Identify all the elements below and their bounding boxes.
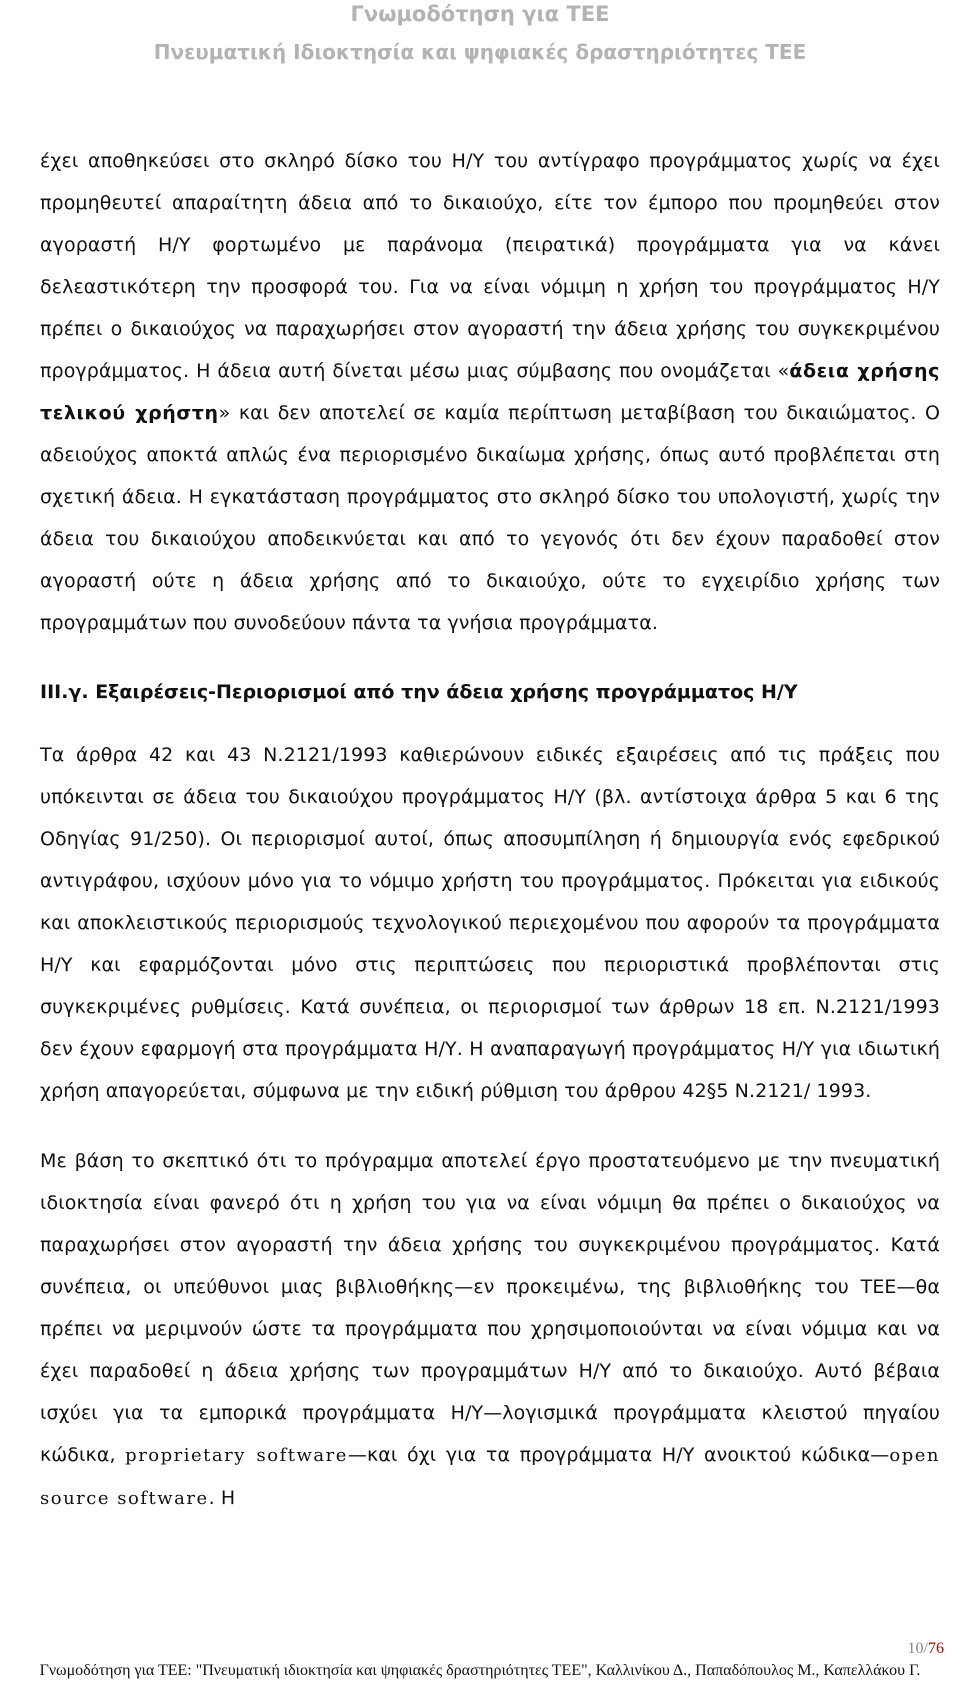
paragraph-text: Με βάση το σκεπτικό ότι το πρόγραμμα αποτελεί έργο προστατευόμενο με την πνευματική ιδιοκτησία είναι φανερό ότι η χρήση του για να είναι νόμιμη θα πρέπει ο δικαιούχος να παραχωρήσει στον αγοραστή την άδεια χρήσης του συγκεκριμένου προγράμματος. Κατά συνέπεια, οι υπεύθυνοι μιας βιβλιοθήκης—εν προκειμένω, της βιβλιοθήκης του ΤΕΕ—θα πρέπει να μεριμνούν ώστε τα προγράμματα που χρησιμοποιούνται να είναι νόμιμα και να έχει παραδοθεί η άδεια χρήσης των προγραμμάτων Η/Υ από το δικαιούχο. Αυτό βέβαια ισχύει για τα εμπορικά προγράμματα Η/Υ—λογισμικά προγράμματα κλειστού πηγαίου κώδικα, [40,1150,940,1466]
paragraph-exceptions: Τα άρθρα 42 και 43 Ν.2121/1993 καθιερώνουν ειδικές εξαιρέσεις από τις πράξεις που υπόκεινται σε άδεια του δικαιούχου προγράμματος Η/Υ (βλ. αντίστοιχα άρθρα 5 και 6 της Οδηγίας 91/250). Οι περιορισμοί αυτοί, όπως αποσυμπίληση ή δημιουργία ενός εφεδρικού αντιγράφου, ισχύουν μόνο για το νόμιμο χρήστη του προγράμματος. Πρόκειται για ειδικούς και αποκλειστικούς περιορισμούς τεχνολογικού περιεχομένου που αφορούν τα προγράμματα Η/Υ και εφαρμόζονται μόνο στις περιπτώσεις που περιοριστικά προβλέπονται στις συγκεκριμένες ρυθμίσεις. Κατά συνέπεια, οι περιορισμοί των άρθρων 18 επ. Ν.2121/1993 δεν έχουν εφαρμογή στα προγράμματα Η/Υ. Η αναπαραγωγή προγράμματος Η/Υ για ιδιωτική χρήση απαγορεύεται, σύμφωνα με την ειδική ρύθμιση του άρθρου 42§5 Ν.2121/ 1993. [40,744,940,1102]
footer-citation: Γνωμοδότηση για ΤΕΕ: "Πνευματική ιδιοκτησία και ψηφιακές δραστηριότητες ΤΕΕ", Καλλινίκου Δ., Παπαδόπουλος Μ., Καπελλάκου Γ. [39,1662,921,1679]
section-heading: ΙΙΙ.γ. Εξαιρέσεις-Περιορισμοί από την άδεια χρήσης προγράμματος Η/Υ [40,681,798,703]
paragraph-license [40,140,940,644]
document-body [40,140,940,1520]
page-separator: / [923,1640,928,1657]
paragraph-gap [40,1112,940,1140]
paragraph-text: . Η [208,1487,236,1509]
open-source-term: open source software [40,1445,940,1509]
paragraph-text: έχει αποθηκεύσει στο σκληρό δίσκο του Η/Υ του αντίγραφο προγράμματος χωρίς να έχει προμηθευτεί απαραίτητη άδεια από το δικαιούχο, είτε τον έμπορο που προμηθεύει στον αγοραστή Η/Υ φορτωμένο με παράνομα (πειρατικά) προγράμματα για να κάνει δελεαστικότερη την προσφορά του. Για να είναι νόμιμη η χρήση του προγράμματος Η/Υ πρέπει ο δικαιούχος να παραχωρήσει στον αγοραστή την άδεια χρήσης του συγκεκριμένου προγράμματος. Η άδεια αυτή δίνεται μέσω μιας σύμβασης που ονομάζεται « [40,150,940,382]
page-number [908,1640,944,1658]
paragraph-text: » και δεν αποτελεί σε καμία περίπτωση μεταβίβαση του δικαιώματος. Ο αδειούχος αποκτά απλώς ένα περιορισμένο δικαίωμα χρήσης, όπως αυτό προβλέπεται στη σχετική άδεια. Η εγκατάσταση προγράμματος στο σκληρό δίσκο του υπολογιστή, χωρίς την άδεια του δικαιούχου αποδεικνύεται και από το γεγονός ότι δεν έχουν παραδοθεί στον αγοραστή ούτε η άδεια χρήσης από το δικαιούχο, ούτε το εγχειρίδιο χρήσης των προγραμμάτων που συνοδεύουν πάντα τα γνήσια προγράμματα. [40,402,940,634]
proprietary-term: proprietary software [125,1445,348,1466]
header-subtitle: Πνευματική Ιδιοκτησία και ψηφιακές δραστηριότητες ΤΕΕ [153,40,807,64]
paragraph-library [40,1140,940,1520]
page-current: 10 [907,1640,924,1657]
eula-term: άδεια χρήσης τελικού χρήστη [40,360,940,424]
header-title: Γνωμοδότηση για ΤΕΕ [350,2,610,26]
page-total: 76 [928,1640,944,1657]
paragraph-text: —και όχι για τα προγράμματα Η/Υ ανοικτού κώδικα— [347,1444,890,1466]
